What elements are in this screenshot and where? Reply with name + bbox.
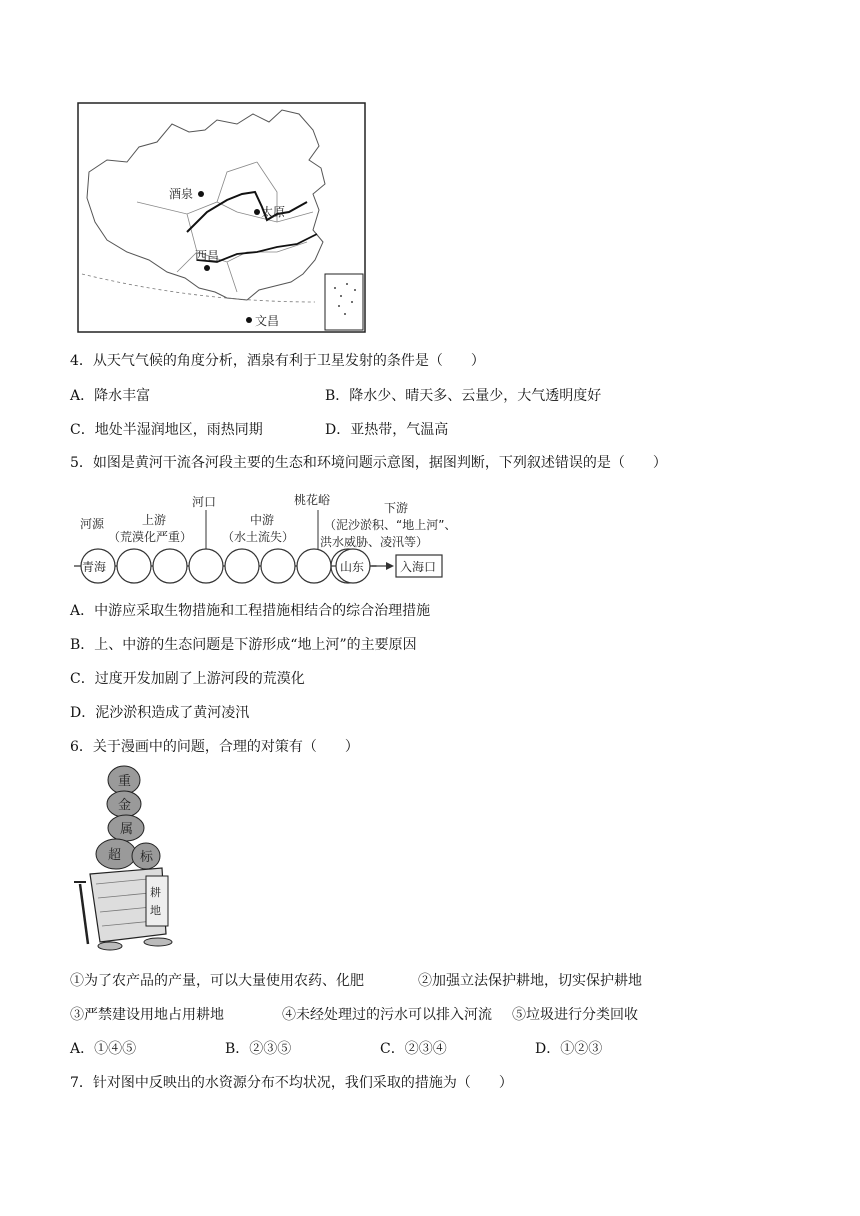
diag-upper-issue: （荒漠化严重） — [108, 530, 193, 544]
cartoon-sign-text-2: 地 — [150, 904, 161, 917]
q4-option-a: A．降水丰富 — [70, 388, 151, 404]
q6-option-d: D．①②③ — [535, 1041, 603, 1057]
taiyuan-dot — [254, 209, 260, 215]
q6-statement-5: ⑤垃圾进行分类回收 — [512, 1007, 638, 1023]
q6-statement-4: ④未经处理过的污水可以排入河流 — [282, 1007, 492, 1023]
china-map — [77, 102, 367, 334]
q6-option-a: A．①④⑤ — [70, 1041, 137, 1057]
q6-stem: 6．关于漫画中的问题，合理的对策有（ ） — [70, 739, 359, 755]
q4-option-c: C．地处半湿润地区，雨热同期 — [70, 422, 263, 438]
diag-hekou: 河口 — [192, 495, 217, 509]
cartoon-sign-text-1: 耕 — [150, 886, 161, 899]
q4-option-d: D．亚热带，气温高 — [325, 422, 449, 438]
q6-statement-3: ③严禁建设用地占用耕地 — [70, 1007, 224, 1023]
cartoon-sign — [146, 876, 168, 926]
map-frame — [78, 103, 365, 332]
diag-lower-issue-2: 洪水威胁、凌汛等） — [320, 535, 429, 549]
cartoon-char-1: 重 — [118, 774, 132, 789]
diag-middle: 中游 — [250, 513, 275, 527]
jiuquan-dot — [198, 191, 204, 197]
south-sea-inset — [325, 274, 363, 330]
q6-statement-2: ②加强立法保护耕地，切实保护耕地 — [418, 973, 642, 989]
q5-stem: 5．如图是黄河干流各河段主要的生态和环境问题示意图，据图判断，下列叙述错误的是（ ） — [70, 455, 667, 471]
q4-option-b: B．降水少、晴天多、云量少，大气透明度好 — [325, 388, 602, 404]
river-segments — [81, 549, 365, 583]
diag-upper: 上游 — [142, 513, 167, 527]
cartoon-char-3: 属 — [120, 822, 134, 837]
wenchang-dot — [246, 317, 252, 323]
diag-lower: 下游 — [384, 501, 409, 515]
q6-option-b: B．②③⑤ — [225, 1041, 292, 1057]
q5-option-a: A．中游应采取生物措施和工程措施相结合的综合治理措施 — [70, 603, 431, 619]
map-label-wenchang: 文昌 — [255, 314, 280, 328]
diag-qinghai: 青海 — [82, 560, 107, 574]
cartoon-char-2: 金 — [118, 798, 132, 813]
q6-statement-1: ①为了农产品的产量，可以大量使用农药、化肥 — [70, 973, 364, 989]
q4-stem: 4．从天气气候的角度分析，酒泉有利于卫星发射的条件是（ ） — [70, 353, 485, 369]
xichang-dot — [204, 265, 210, 271]
yellow-river-diagram — [72, 488, 512, 588]
map-label-jiuquan: 酒泉 — [169, 187, 194, 201]
cartoon-cane — [80, 884, 88, 944]
cartoon-image — [70, 764, 190, 954]
map-label-xichang: 西昌 — [195, 249, 220, 263]
q5-option-b: B．上、中游的生态问题是下游形成“地上河”的主要原因 — [70, 637, 417, 653]
diag-taohuayu: 桃花峪 — [294, 493, 331, 507]
q5-option-c: C．过度开发加剧了上游河段的荒漠化 — [70, 671, 305, 687]
diag-lower-issue-1: （泥沙淤积、“地上河”、 — [324, 518, 457, 532]
cartoon-char-4: 超 — [108, 848, 122, 863]
cartoon-char-5: 标 — [140, 850, 154, 865]
diag-middle-issue: （水土流失） — [222, 530, 295, 544]
q7-stem: 7．针对图中反映出的水资源分布不均状况，我们采取的措施为（ ） — [70, 1075, 513, 1091]
map-label-taiyuan: 太原 — [261, 205, 286, 219]
q6-option-c: C．②③④ — [380, 1041, 447, 1057]
q5-option-d: D．泥沙淤积造成了黄河凌汛 — [70, 705, 250, 721]
diag-shandong: 山东 — [340, 560, 365, 574]
diag-sea: 入海口 — [400, 560, 437, 574]
diag-source: 河源 — [80, 517, 105, 531]
